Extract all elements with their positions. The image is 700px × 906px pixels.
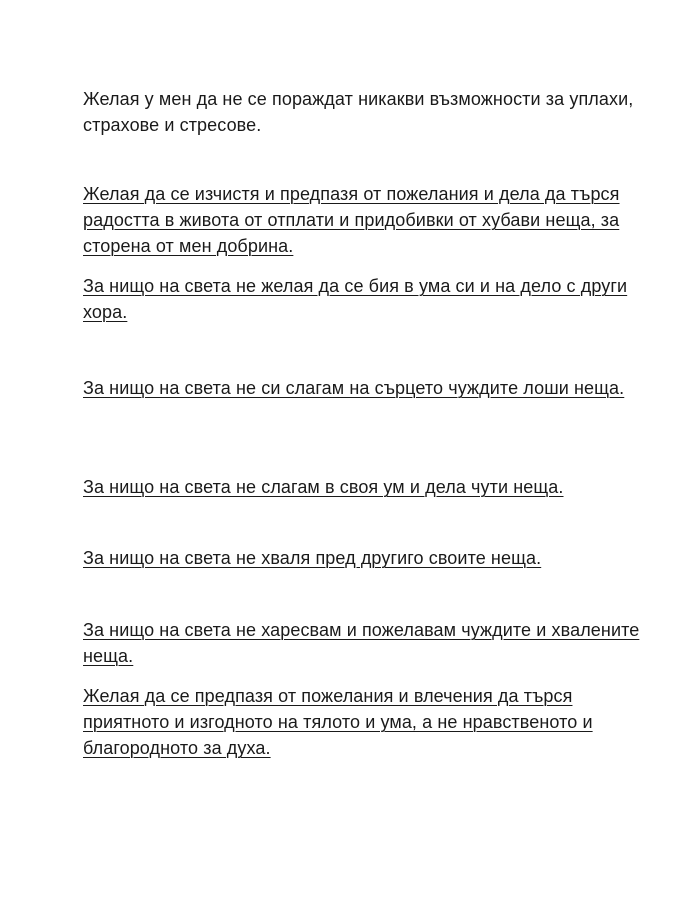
paragraph-5: За нищо на света не слагам в своя ум и дела чути неща. xyxy=(83,477,564,497)
paragraph-2: Желая да се изчистя и предпазя от пожелания и дела да търся радостта в живота от отплати и придобивки от хубави неща, за сторена от мен добрина. xyxy=(83,184,620,256)
paragraph-3: За нищо на света не желая да се бия в ума си и на дело с други хора. xyxy=(83,276,628,322)
paragraph-1: Желая у мен да не се пораждат никакви възможности за уплахи, страхове и стресове. xyxy=(83,89,634,135)
paragraph-8: Желая да се предпазя от пожелания и влечения да търся приятното и изгодното на тялото и ума, а не нравственото и благородното за духа. xyxy=(83,686,593,758)
paragraph-6: За нищо на света не хваля пред другиго своите неща. xyxy=(83,548,542,568)
paragraph-7: За нищо на света не харесвам и пожелавам чуждите и хвалените неща. xyxy=(83,620,640,666)
paragraph-4: За нищо на света не си слагам на сърцето чуждите лоши неща. xyxy=(83,378,625,398)
